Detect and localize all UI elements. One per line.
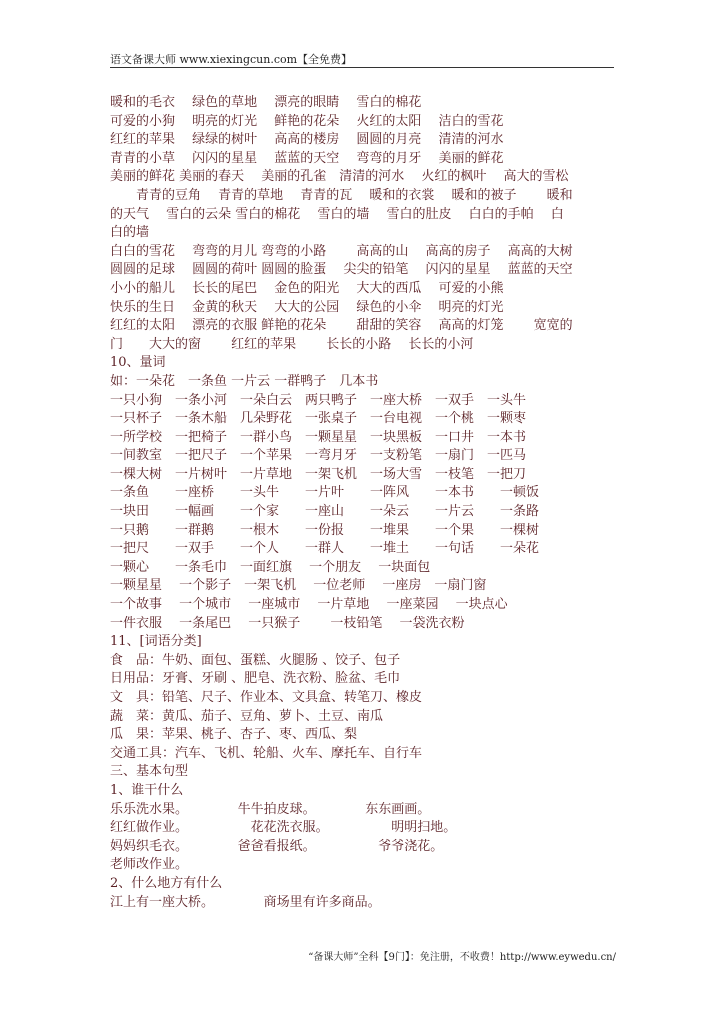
text-line: 红红做作业。 花花洗衣服。 明明扫地。 xyxy=(110,820,457,836)
text-line: 一只小狗 一条小河 一朵白云 两只鸭子 一座大桥 一双手 一头牛 xyxy=(110,392,527,408)
text-line: 一只鹅 一群鹅 一根木 一份报 一堆果 一个果 一棵树 xyxy=(110,522,540,538)
text-line: 一件衣服 一条尾巴 一只猴子 一枝铅笔 一袋洗衣粉 xyxy=(110,615,465,631)
text-line: 食 品：牛奶、面包、蛋糕、火腿肠 、饺子、包子 xyxy=(110,652,401,668)
page-footer: “备课大师”全科【9门】：免注册，不收费！http://www.eywedu.cn/ xyxy=(308,952,616,963)
text-line: 一把尺 一双手 一个人 一群人 一堆土 一句话 一朵花 xyxy=(110,541,540,557)
page-header: 语文备课大师 www.xiexingcun.com【全免费】 xyxy=(110,51,614,68)
document-body xyxy=(110,94,616,912)
text-line: 2、什么地方有什么 xyxy=(110,875,223,891)
text-line: 乐乐洗水果。 牛牛拍皮球。 东东画画。 xyxy=(110,801,431,817)
text-line: 交通工具：汽车、飞机、轮船、火车、摩托车、自行车 xyxy=(110,745,423,761)
text-line: 一只杯子 一条木船 几朵野花 一张桌子 一台电视 一个桃 一颗枣 xyxy=(110,411,527,427)
text-line: 的天气 雪白的云朵 雪白的棉花 雪白的墙 雪白的肚皮 白白的手帕 白 xyxy=(110,206,564,222)
text-line: 江上有一座大桥。 商场里有许多商品。 xyxy=(110,894,381,910)
text-line: 一个故事 一个城市 一座城市 一片草地 一座菜园 一块点心 xyxy=(110,597,508,613)
text-line: 11、[词语分类] xyxy=(110,634,202,650)
text-line: 圆圆的足球 圆圆的荷叶 圆圆的脸蛋 尖尖的铅笔 闪闪的星星 蓝蓝的天空 xyxy=(110,262,573,278)
text-line: 红红的太阳 漂亮的衣服 鲜艳的花朵 甜甜的笑容 高高的灯笼 宽宽的 xyxy=(110,318,573,334)
text-line: 蔬 菜：黄瓜、茄子、豆角、萝卜、土豆、南瓜 xyxy=(110,708,384,724)
text-line: 美丽的鲜花 美丽的春天 美丽的孔雀 清清的河水 火红的枫叶 高大的雪松 xyxy=(110,169,569,185)
text-line: 青青的小草 闪闪的星星 蓝蓝的天空 弯弯的月牙 美丽的鲜花 xyxy=(110,150,504,166)
text-line: 文 具：铅笔、尺子、作业本、文具盒、转笔刀、橡皮 xyxy=(110,690,423,705)
text-line: 小小的船儿 长长的尾巴 金色的阳光 大大的西瓜 可爱的小熊 xyxy=(110,280,504,296)
text-line: 10、量词 xyxy=(110,355,166,371)
text-line: 一条鱼 一座桥 一头牛 一片叶 一阵风 一本书 一顿饭 xyxy=(110,485,540,501)
text-line: 如：一朵花 一条鱼 一片云 一群鸭子 几本书 xyxy=(110,373,379,389)
text-line: 白白的雪花 弯弯的月儿 弯弯的小路 高高的山 高高的房子 高高的大树 xyxy=(110,243,573,259)
text-line: 日用品：牙膏、牙刷 、肥皂、洗衣粉、脸盆、毛巾 xyxy=(110,671,401,687)
text-line: 妈妈织毛衣。 爸爸看报纸。 爷爷浇花。 xyxy=(110,838,444,854)
text-line: 白的墙 xyxy=(110,225,150,241)
text-line: 1、谁干什么 xyxy=(110,782,184,798)
text-line: 一棵大树 一片树叶 一片草地 一架飞机 一场大雪 一枝笔 一把刀 xyxy=(110,466,527,482)
text-line: 一颗星星 一个影子 一架飞机 一位老师 一座房 一扇门窗 xyxy=(110,578,487,594)
text-line: 三、基本句型 xyxy=(110,764,189,780)
text-line: 暖和的毛衣 绿色的草地 漂亮的眼睛 雪白的棉花 xyxy=(110,95,422,110)
text-line: 可爱的小狗 明亮的灯光 鲜艳的花朵 火红的太阳 洁白的雪花 xyxy=(110,113,504,129)
text-line: 瓜 果：苹果、桃子、杏子、枣、西瓜、梨 xyxy=(110,727,358,743)
text-line: 一块田 一幅画 一个家 一座山 一朵云 一片云 一条路 xyxy=(110,504,540,520)
text-line: 一间教室 一把尺子 一个苹果 一弯月牙 一支粉笔 一扇门 一匹马 xyxy=(110,448,527,464)
text-line: 青青的豆角 青青的草地 青青的瓦 暖和的衣裳 暖和的被子 暖和 xyxy=(110,187,573,203)
text-line: 红红的苹果 绿绿的树叶 高高的楼房 圆圆的月亮 清清的河水 xyxy=(110,132,504,148)
text-line: 一颗心 一条毛巾 一面红旗 一个朋友 一块面包 xyxy=(110,559,431,575)
text-line: 快乐的生日 金黄的秋天 大大的公园 绿色的小伞 明亮的灯光 xyxy=(110,299,504,315)
text-line: 一所学校 一把椅子 一群小鸟 一颗星星 一块黑板 一口井 一本书 xyxy=(110,429,527,445)
text-line: 老师改作业。 xyxy=(110,857,189,873)
text-line: 门 大大的窗 红红的苹果 长长的小路 长长的小河 xyxy=(110,336,474,352)
